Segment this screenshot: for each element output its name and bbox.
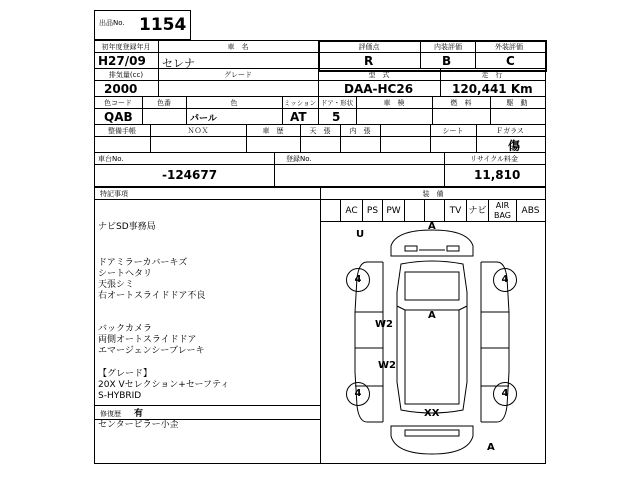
label-fuel: 燃 料 — [450, 99, 472, 107]
color: パール — [190, 114, 217, 124]
tire-front-left: 4 — [346, 268, 370, 292]
note-grade-2: 20X Vセレクション+セーフティ — [98, 380, 230, 390]
label-mileage: 走 行 — [481, 71, 503, 79]
first-registration: H27/09 — [98, 54, 146, 68]
note-damage-3: 天張シミ — [98, 280, 135, 290]
mark-roof: A — [428, 310, 436, 321]
sheet-number-label: 出品No. — [99, 19, 125, 27]
label-nox: ＮＯＸ — [187, 127, 209, 135]
label-color: 色 — [230, 99, 238, 107]
label-car-name: 車 名 — [227, 43, 249, 51]
equip-airbag: AIR BAG — [493, 201, 512, 220]
tire-front-right: 4 — [493, 268, 517, 292]
equip-blank-2 — [425, 201, 444, 221]
doors: 5 — [332, 110, 341, 124]
model-code: DAA-HC26 — [344, 82, 414, 96]
label-exterior-score: 外装評価 — [495, 43, 523, 51]
equip-blank-1 — [405, 201, 424, 221]
note-grade-3: S-HYBRID — [98, 391, 142, 401]
equip-abs: ABS — [521, 206, 540, 216]
label-grade: グレード — [224, 71, 252, 79]
chassis-no: -124677 — [162, 168, 218, 182]
mark-u: U — [356, 229, 365, 240]
sheet-number: 1154 — [139, 15, 187, 35]
label-model: 型 式 — [368, 71, 390, 79]
color-code: QAB — [104, 110, 133, 124]
note-feature-2: 両側オートスライドドア — [98, 335, 197, 345]
note-damage-2: シートヘタリ — [98, 269, 153, 279]
label-seat: シート — [442, 127, 464, 135]
equip-navi: ナビ — [468, 206, 487, 216]
label-interior-trim: 内 張 — [349, 127, 371, 135]
equip-tv: TV — [449, 206, 462, 216]
repair-history-label: 修復歴 — [100, 410, 121, 418]
label-mission: ミッション — [283, 99, 317, 107]
mission: AT — [290, 110, 307, 124]
equip-ps: PS — [366, 206, 379, 216]
equip-ac: AC — [345, 206, 358, 216]
note-feature-3: エマージェンシーブレーキ — [98, 346, 205, 356]
label-displacement: 排気量(cc) — [108, 71, 144, 79]
label-manual: 整備手帳 — [108, 127, 136, 135]
equip-pw: PW — [386, 206, 401, 216]
mark-rear-center: XX — [424, 408, 440, 419]
label-doors: ドア・形状 — [320, 99, 354, 107]
note-navi: ナビSD事務局 — [98, 222, 156, 232]
tire-rear-left: 4 — [346, 382, 370, 406]
mark-front-top: A — [428, 221, 436, 232]
equipment-header: 装 備 — [422, 190, 444, 198]
label-drive: 駆 動 — [506, 99, 528, 107]
label-inspection: 車 検 — [383, 99, 405, 107]
label-recycle-fee: リサイクル料金 — [469, 155, 519, 163]
note-feature-1: バックカメラ — [98, 324, 153, 334]
interior-score: B — [442, 54, 452, 68]
label-interior-score: 内装評価 — [434, 43, 462, 51]
score: R — [364, 54, 374, 68]
repair-history-value: 有 — [134, 409, 144, 419]
mileage: 120,441 Km — [452, 82, 533, 96]
note-damage-1: ドアミラーカバーキズ — [98, 258, 188, 268]
label-chassis-no: 車台No. — [98, 155, 124, 163]
note-damage-4: 右オートスライドドア不良 — [98, 291, 206, 301]
mark-left-rear-door: W2 — [378, 360, 396, 371]
car-name: セレナ — [162, 57, 195, 70]
car-diagram — [321, 222, 543, 462]
displacement: 2000 — [104, 82, 138, 96]
mark-left-front-door: W2 — [375, 319, 393, 330]
label-roof-lining: 天 張 — [309, 127, 331, 135]
recycle-fee: 11,810 — [474, 168, 521, 182]
repair-detail: センターピラー小歪 — [98, 420, 179, 430]
label-color-code: 色コード — [104, 99, 132, 107]
label-color-number: 色番 — [157, 99, 171, 107]
exterior-score: C — [506, 54, 515, 68]
notes-header: 特記事項 — [100, 190, 128, 198]
label-score: 評価点 — [358, 43, 380, 51]
mark-rear-corner: A — [487, 442, 495, 453]
label-registration-no: 登録No. — [286, 155, 312, 163]
label-front-glass: Ｆガラス — [496, 127, 524, 135]
label-first-registration: 初年度登録年月 — [101, 43, 151, 51]
label-history: 車 歴 — [262, 127, 284, 135]
tire-rear-right: 4 — [493, 382, 517, 406]
front-glass: 傷 — [508, 139, 521, 153]
sheet-number-box — [94, 10, 191, 40]
note-grade-1: 【グレード】 — [98, 369, 153, 379]
